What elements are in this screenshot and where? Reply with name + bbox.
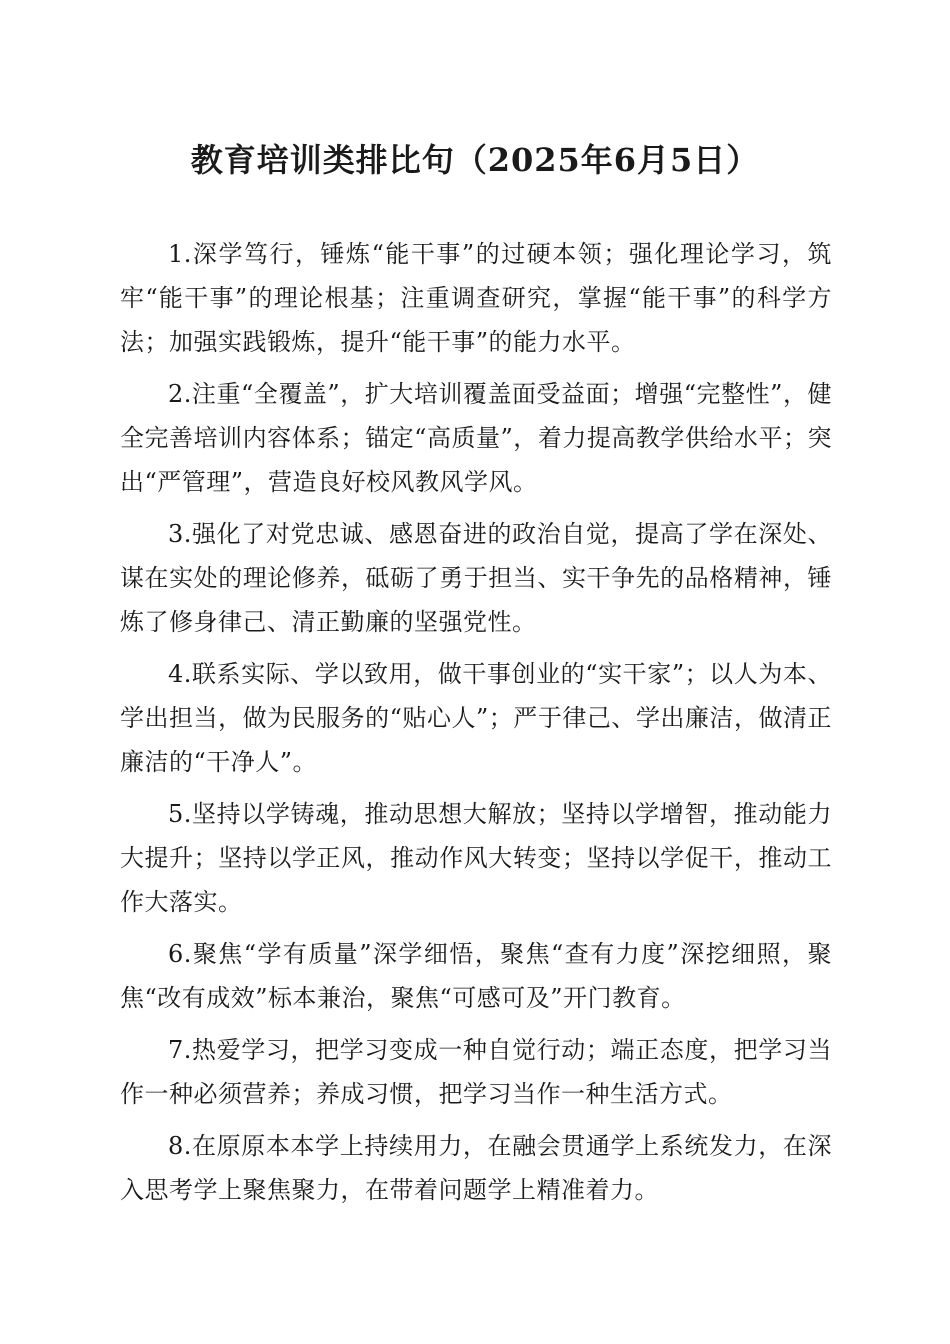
paragraph-5: 5.坚持以学铸魂，推动思想大解放；坚持以学增智，推动能力大提升；坚持以学正风，推动作风大转变；坚持以学促干，推动工作大落实。 [120,800,832,916]
document-body [120,232,832,1220]
paragraph-2: 2.注重“全覆盖”，扩大培训覆盖面受益面；增强“完整性”，健全完善培训内容体系；锚定“高质量”，着力提高教学供给水平；突出“严管理”，营造良好校风教风学风。 [120,380,832,496]
paragraph-8: 8.在原原本本学上持续用力，在融会贯通学上系统发力，在深入思考学上聚焦聚力，在带着问题学上精准着力。 [120,1132,832,1204]
paragraph-4: 4.联系实际、学以致用，做干事创业的“实干家”；以人为本、学出担当，做为民服务的“贴心人”；严于律己、学出廉洁，做清正廉洁的“干净人”。 [120,660,832,776]
paragraph-7: 7.热爱学习，把学习变成一种自觉行动；端正态度，把学习当作一种必须营养；养成习惯，把学习当作一种生活方式。 [120,1036,832,1108]
page-title: 教育培训类排比句（2025年6月5日） [190,141,760,179]
paragraph-6: 6.聚焦“学有质量”深学细悟，聚焦“查有力度”深挖细照，聚焦“改有成效”标本兼治，聚焦“可感可及”开门教育。 [120,940,832,1012]
paragraph-3: 3.强化了对党忠诚、感恩奋进的政治自觉，提高了学在深处、谋在实处的理论修养，砥砺了勇于担当、实干争先的品格精神，锤炼了修身律己、清正勤廉的坚强党性。 [120,520,832,636]
paragraph-1: 1.深学笃行，锤炼“能干事”的过硬本领；强化理论学习，筑牢“能干事”的理论根基；注重调查研究，掌握“能干事”的科学方法；加强实践锻炼，提升“能干事”的能力水平。 [120,240,832,356]
